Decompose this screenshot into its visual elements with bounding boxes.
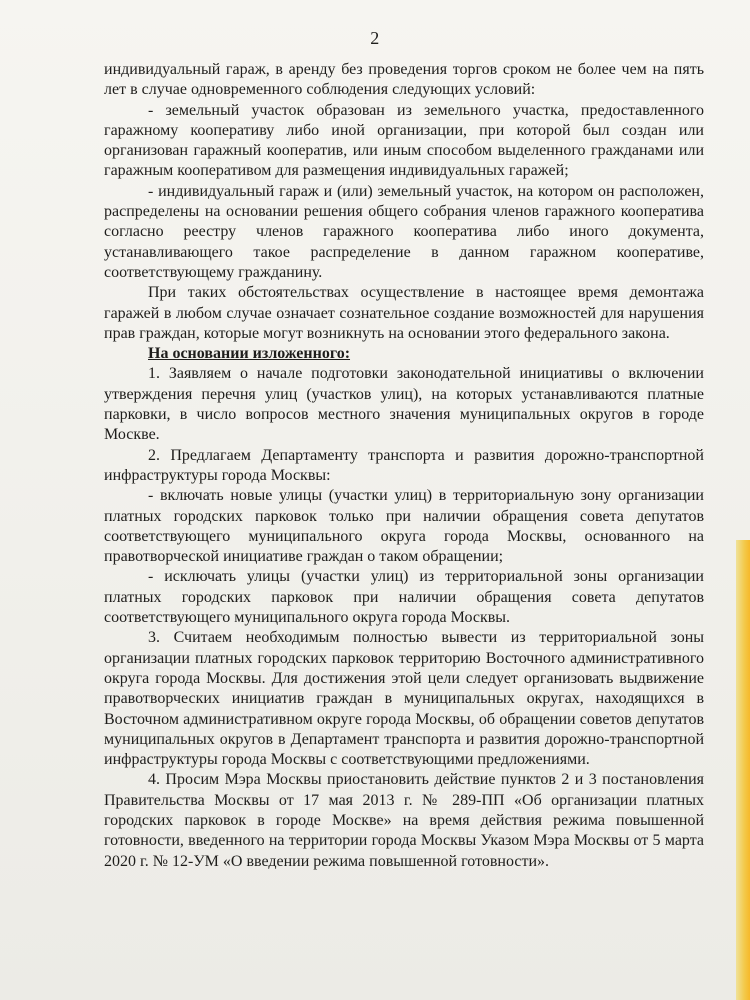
yellow-folder-edge <box>736 540 750 1000</box>
paragraph-item-2-sub-2: - исключать улицы (участки улиц) из территориальной зоны организации платных городских парковок при наличии обращения совета депутатов соответствующего муниципального округа города Москвы. <box>104 568 704 627</box>
paragraph-item-3: 3. Считаем необходимым полностью вывести из территориальной зоны организации платных городских парковок территорию Восточного административного округа города Москвы. Для достижения этой цели следует организовать выдвижение правотворческих инициатив граждан в муниципальных округах, находящихся в Восточном административном округе города Москвы, об обращении советов депутатов муниципальных округов в Департамент транспорта и развития дорожно-транспортной инфраструктуры города Москвы с соответствующими предложениями. <box>104 629 704 769</box>
paragraph-item-1: 1. Заявляем о начале подготовки законодательной инициативы о включении утверждения перечня улиц (участков улиц), на которых устанавливаются платные парковки, в число вопросов местного значения муниципальных округов в городе Москве. <box>104 365 704 444</box>
paragraph-circumstances: При таких обстоятельствах осуществление в настоящее время демонтажа гаражей в любом случае означает сознательное создание возможностей для нарушения прав граждан, которые могут возникнуть на основании этого федерального закона. <box>104 284 704 342</box>
paragraph-item-2-sub-1: - включать новые улицы (участки улиц) в территориальную зону организации платных городских парковок только при наличии обращения совета депутатов соответствующего муниципального округа города Москвы, основанного на правотворческой инициативе граждан о таком обращении; <box>104 487 704 566</box>
paragraph-item-2: 2. Предлагаем Департаменту транспорта и развития дорожно-транспортной инфраструктуры города Москвы: <box>104 446 704 484</box>
document-body <box>104 60 704 872</box>
section-heading: На основании изложенного: <box>148 345 351 363</box>
page-number: 2 <box>370 28 380 48</box>
paragraph-item-4: 4. Просим Мэра Москвы приостановить действие пунктов 2 и 3 постановления Правительства Москвы от 17 мая 2013 г. № 289-ПП «Об организации платных городских парковок в городе Москве» на время действия режима повышенной готовности, введенного на территории города Москвы Указом Мэра Москвы от 5 марта 2020 г. № 12-УМ «О введении режима повышенной готовности». <box>104 771 704 870</box>
paragraph-continuation: индивидуальный гараж, в аренду без проведения торгов сроком не более чем на пять лет в случае одновременного соблюдения следующих условий: <box>104 61 704 99</box>
paragraph-condition-1: - земельный участок образован из земельного участка, предоставленного гаражному кооперативу либо иной организации, при которой был создан или организован гаражный кооператив, или иным способом выделенного гражданами или гаражным кооперативом для размещения индивидуальных гаражей; <box>104 101 704 180</box>
paragraph-condition-2: - индивидуальный гараж и (или) земельный участок, на котором он расположен, распределены на основании решения общего собрания членов гаражного кооператива согласно реестру членов гаражного кооператива либо иного документа, устанавливающего такое распределение в данном гаражном кооперативе, соответствующему гражданину. <box>104 182 704 281</box>
